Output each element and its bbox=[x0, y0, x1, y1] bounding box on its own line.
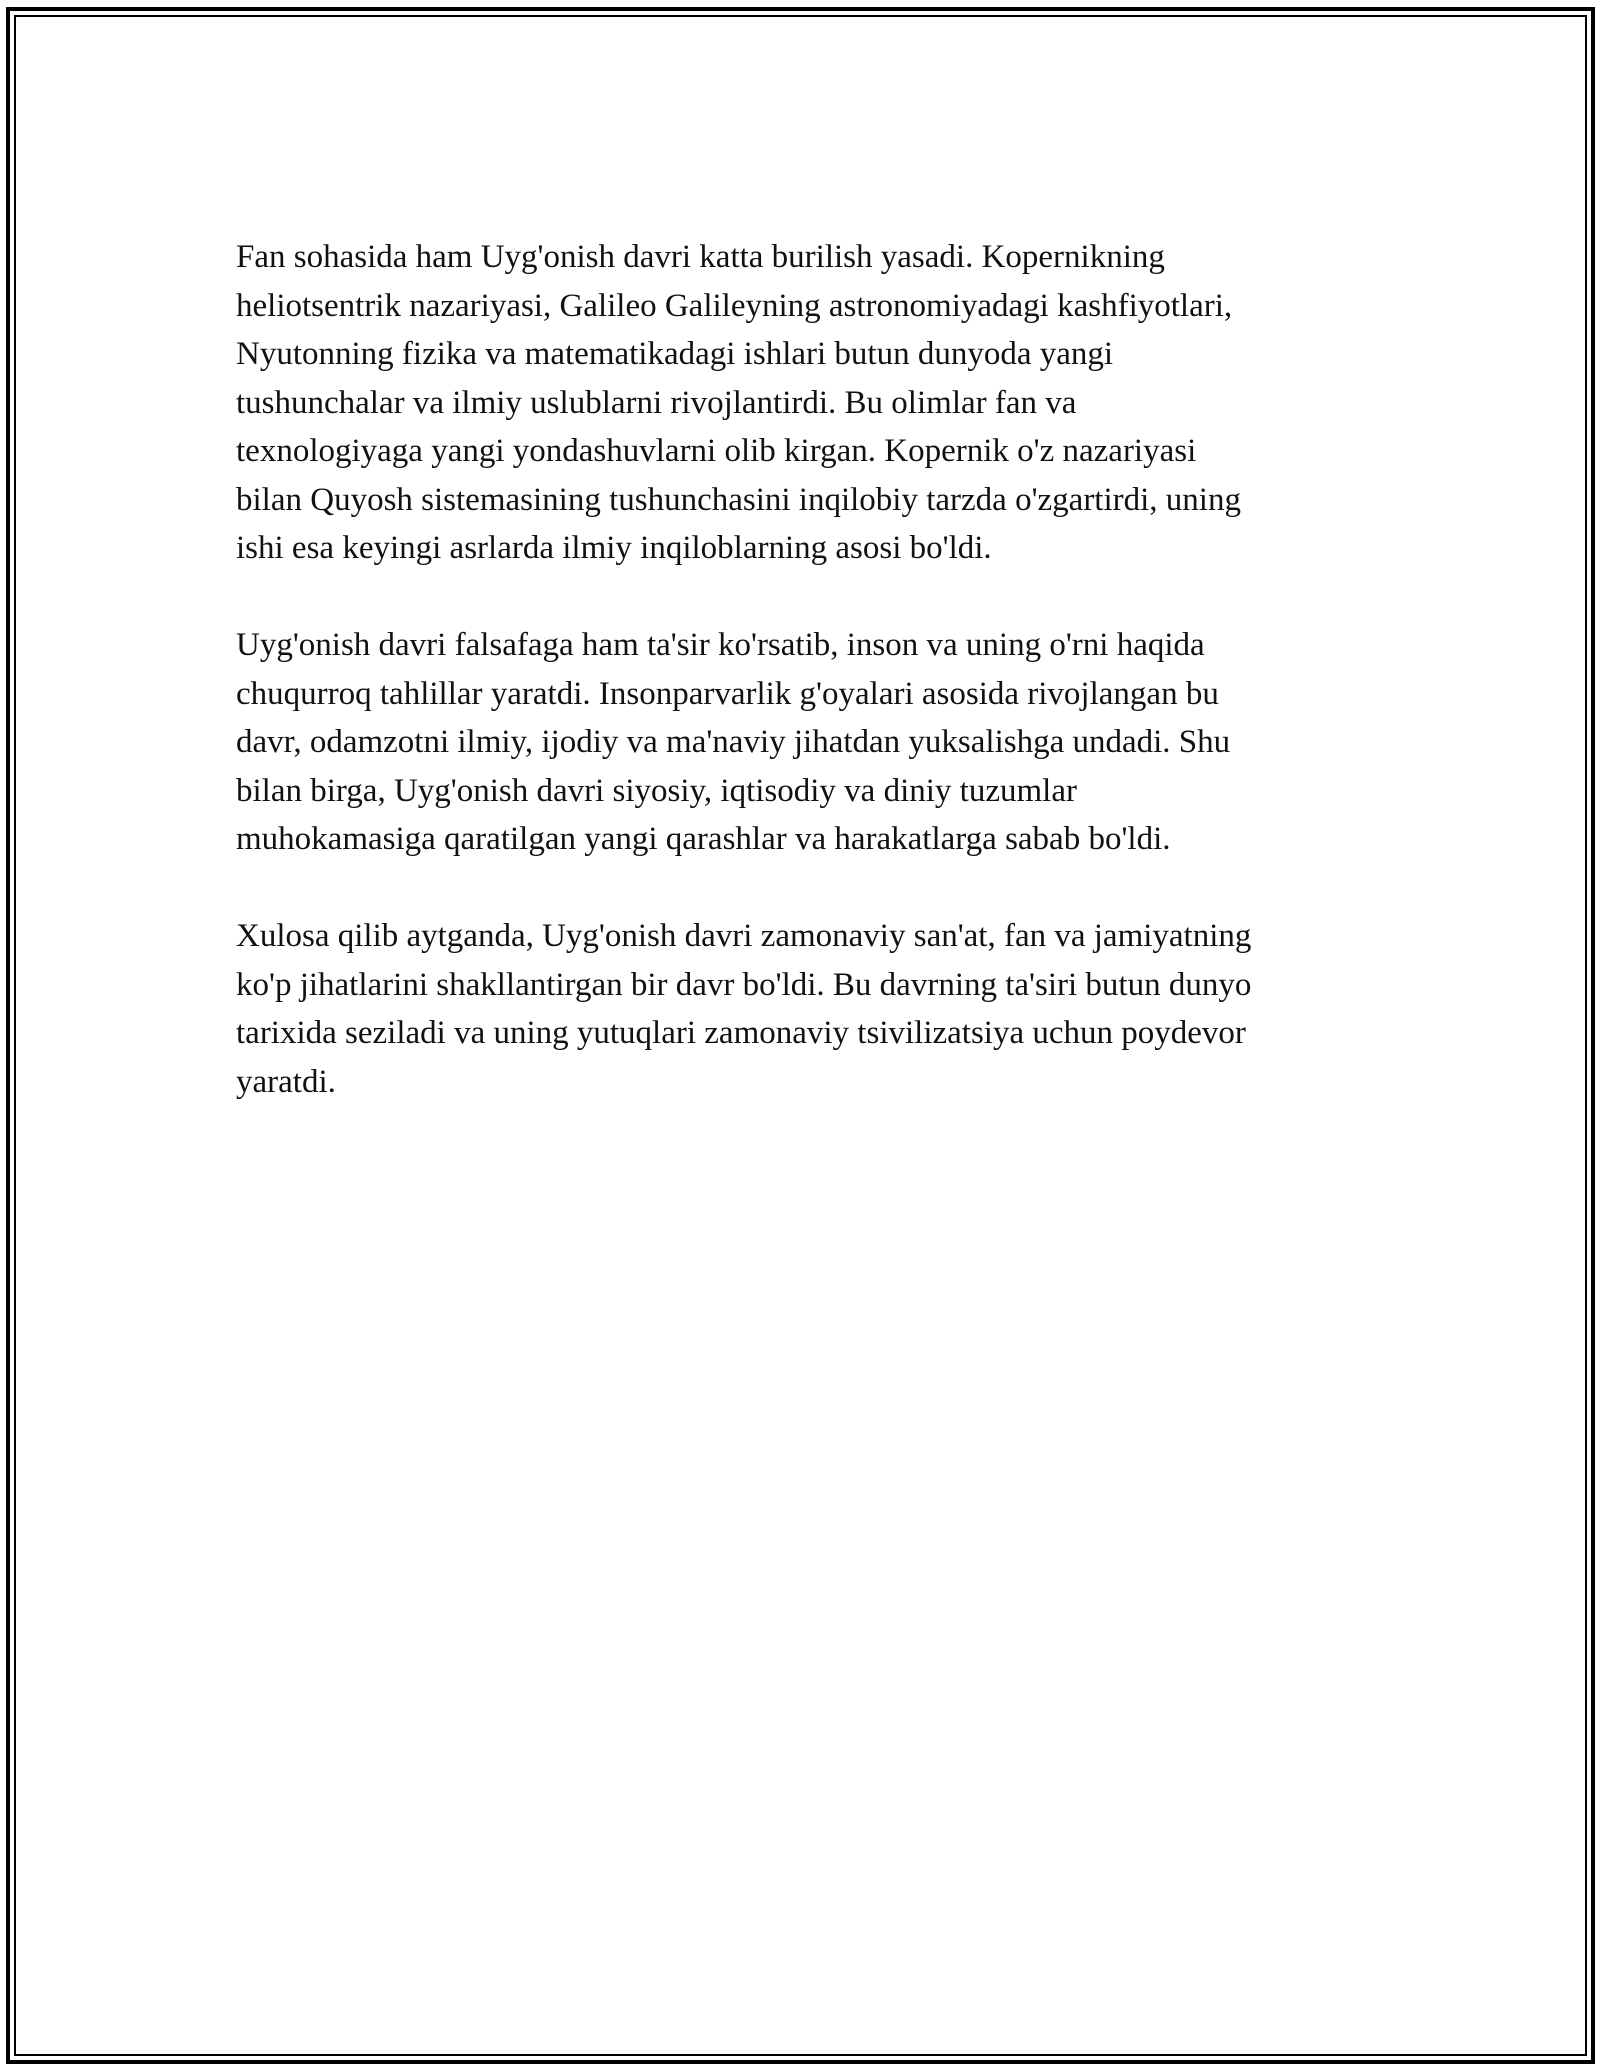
document-body bbox=[236, 233, 1386, 1155]
paragraph-line: muhokamasiga qaratilgan yangi qarashlar va harakatlarga sabab bo'ldi. bbox=[236, 821, 1171, 857]
paragraph-line: ishi esa keyingi asrlarda ilmiy inqiloblarning asosi bo'ldi. bbox=[236, 530, 992, 566]
paragraph-line: davr, odamzotni ilmiy, ijodiy va ma'naviy jihatdan yuksalishga undadi. Shu bbox=[236, 724, 1231, 760]
paragraph-2 bbox=[236, 621, 1386, 864]
paragraph-line: bilan Quyosh sistemasining tushunchasini inqilobiy tarzda o'zgartirdi, uning bbox=[236, 481, 1241, 518]
paragraph-line: Nyutonning fizika va matematikadagi ishlari butun dunyoda yangi bbox=[236, 336, 1114, 372]
paragraph-3 bbox=[236, 912, 1386, 1106]
paragraph-line: texnologiyaga yangi yondashuvlarni olib kirgan. Kopernik o'z nazariyasi bbox=[236, 433, 1197, 469]
paragraph-line: heliotsentrik nazariyasi, Galileo Galileyning astronomiyadagi kashfiyotlari, bbox=[236, 287, 1233, 324]
paragraph-line: yaratdi. bbox=[236, 1063, 336, 1100]
paragraph-line: Fan sohasida ham Uyg'onish davri katta burilish yasadi. Kopernikning bbox=[236, 239, 1165, 275]
paragraph-line: Xulosa qilib aytganda, Uyg'onish davri zamonaviy san'at, fan va jamiyatning bbox=[236, 918, 1252, 954]
paragraph-line: Uyg'onish davri falsafaga ham ta'sir ko'rsatib, inson va uning o'rni haqida bbox=[236, 627, 1205, 663]
paragraph-line: tushunchalar va ilmiy uslublarni rivojlantirdi. Bu olimlar fan va bbox=[236, 384, 1077, 421]
paragraph-line: ko'p jihatlarini shakllantirgan bir davr bo'ldi. Bu davrning ta'siri butun dunyo bbox=[236, 966, 1252, 1003]
paragraph-line: chuqurroq tahlillar yaratdi. Insonparvarlik g'oyalari asosida rivojlangan bu bbox=[236, 675, 1219, 712]
paragraph-line: bilan birga, Uyg'onish davri siyosiy, iqtisodiy va diniy tuzumlar bbox=[236, 772, 1077, 809]
paragraph-line: tarixida seziladi va uning yutuqlari zamonaviy tsivilizatsiya uchun poydevor bbox=[236, 1015, 1246, 1051]
paragraph-1 bbox=[236, 233, 1386, 573]
